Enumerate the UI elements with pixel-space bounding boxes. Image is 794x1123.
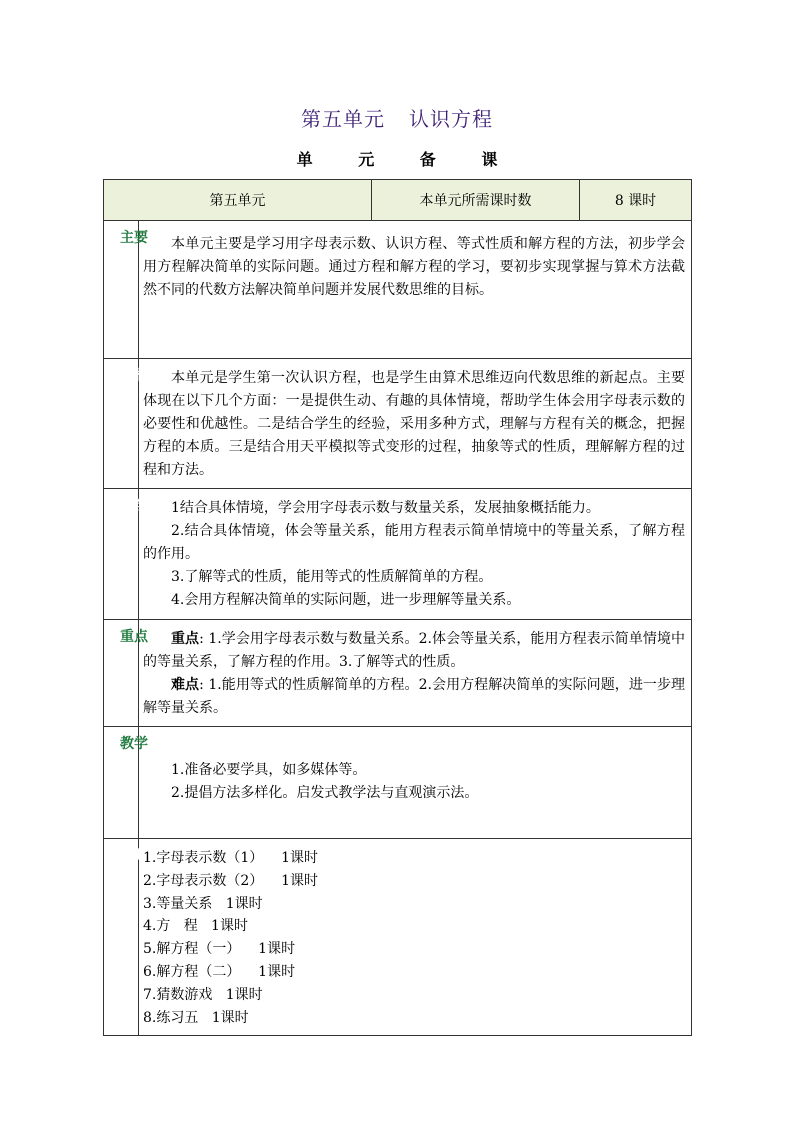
- header-row: [104, 180, 692, 221]
- section-content: [139, 839, 692, 1036]
- goal-item: 2.结合具体情境，体会等量关系，能用方程表示简单情境中的等量关系，了解方程的作用。: [143, 523, 685, 562]
- key-point-paragraph: 重点: 1.学会用字母表示数与数量关系。2.体会等量关系，能用方程表示简单情境中的等量关系，了解方程的作用。3.了解等式的性质。: [143, 631, 686, 670]
- difficult-point-paragraph: 难点: 1.能用等式的性质解简单的方程。2.会用方程解决简单的实际问题，进一步理解等量关系。: [143, 677, 686, 716]
- header-unit: 第五单元: [104, 180, 372, 221]
- difficult-text: 1.能用等式的性质解简单的方程。2.会用方程解决简单的实际问题，进一步理解等量关系。: [143, 677, 686, 716]
- schedule-item: 8.练习五 1课时: [143, 1009, 249, 1026]
- section-content: [139, 727, 692, 839]
- section-row-main-content: [104, 221, 692, 359]
- goal-item: 4.会用方程解决简单的实际问题，进一步理解等量关系。: [171, 592, 521, 608]
- section-row-key-points: [104, 620, 692, 727]
- section-label: 重点: [104, 620, 139, 727]
- document-subtitle: 单 元 备 课: [296, 150, 518, 169]
- teaching-item: 1.准备必要学具，如多媒体等。: [171, 762, 367, 778]
- goal-item: 3.了解等式的性质，能用等式的性质解简单的方程。: [171, 569, 493, 585]
- section-content: [139, 221, 692, 359]
- main-content-text: 本单元主要是学习用字母表示数、认识方程、等式性质和解方程的方法，初步学会用方程解决简单的实际问题。通过方程和解方程的学习，要初步实现掌握与算术方法截然不同的代数方法解决简单问题并发展代数思维的目标。: [143, 236, 685, 298]
- section-row-goals: [104, 489, 692, 620]
- title-topic: 认识方程: [409, 107, 493, 131]
- section-row-teaching: [104, 727, 692, 839]
- section-row-schedule: [104, 839, 692, 1036]
- section-content: [139, 489, 692, 620]
- difficult-label: 难点: [171, 677, 200, 693]
- schedule-item: 5.解方程（一） 1课时: [143, 941, 296, 958]
- schedule-item: 4.方 程 1课时: [143, 918, 248, 935]
- teaching-item: 2.提倡方法多样化。启发式教学法与直观演示法。: [171, 785, 479, 801]
- title-unit: 第五单元: [301, 107, 385, 131]
- document-title: [0, 103, 794, 132]
- schedule-item: 1.字母表示数（1） 1课时: [143, 850, 318, 866]
- section-label: 主要: [104, 221, 139, 359]
- schedule-item: 3.等量关系 1课时: [143, 895, 263, 912]
- key-text: 1.学会用字母表示数与数量关系。2.体会等量关系，能用方程表示简单情境中的等量关系，了解方程的作用。3.了解等式的性质。: [143, 631, 686, 670]
- header-hours-value: 8 课时: [580, 180, 692, 221]
- schedule-item: 2.字母表示数（2） 1课时: [143, 872, 318, 889]
- section-label: 课时: [104, 839, 139, 1036]
- section-content: [139, 620, 692, 727]
- analysis-text: 本单元是学生第一次认识方程，也是学生由算术思维迈向代数思维的新起点。主要体现在以下几个方面：一是提供生动、有趣的具体情境，帮助学生体会用字母表示数的必要性和优越性。二是结合学生的经验，采用多种方式，理解与方程有关的概念，把握方程的本质。三是结合用天平模拟等式变形的过程，抽象等式的性质，理解解方程的过程和方法。: [143, 370, 685, 478]
- section-label: 教材: [104, 359, 139, 489]
- schedule-item: 6.解方程（二） 1课时: [143, 963, 296, 980]
- section-content: [139, 359, 692, 489]
- goal-item: 1结合具体情境，学会用字母表示数与数量关系，发展抽象概括能力。: [171, 500, 600, 516]
- key-label: 重点: [171, 631, 200, 647]
- header-hours-label: 本单元所需课时数: [372, 180, 580, 221]
- section-row-analysis: [104, 359, 692, 489]
- section-label: 教学: [104, 727, 139, 839]
- schedule-item: 7.猜数游戏 1课时: [143, 986, 263, 1003]
- lesson-plan-table: [103, 179, 692, 1036]
- section-label: 教学: [104, 489, 139, 620]
